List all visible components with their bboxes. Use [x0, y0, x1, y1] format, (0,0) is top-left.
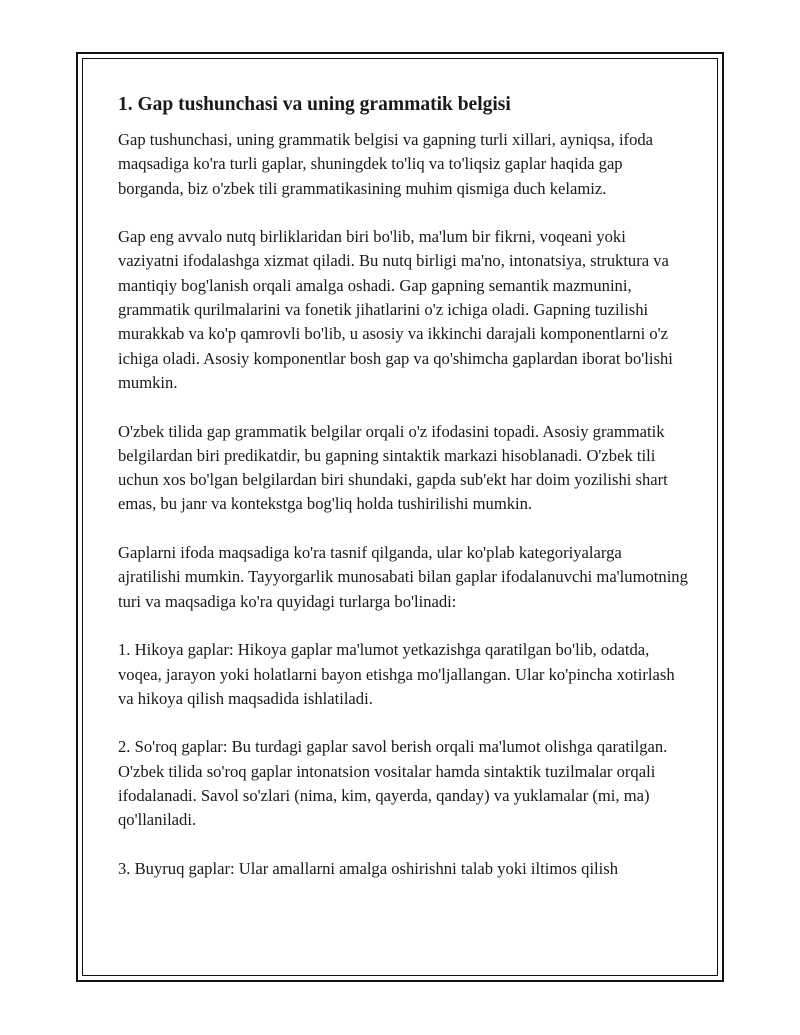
- list-item-interrogative: 2. So'roq gaplar: Bu turdagi gaplar savol berish orqali ma'lumot olishga qaratilgan. O'zbek tilida so'roq gaplar intonatsion vositalar hamda sintaktik tuzilmalar orqali ifodalanadi. Savol so'zlari (nima, kim, qayerda, qanday) va yuklamalar (mi, ma) qo'llaniladi.: [118, 737, 668, 830]
- paragraph-definition: Gap eng avvalo nutq birliklaridan biri bo'lib, ma'lum bir fikrni, voqeani yoki vaziyatni ifodalashga xizmat qiladi. Bu nutq birligi ma'no, intonatsiya, struktura va mantiqiy bog'lanish orqali amalga oshadi. Gap gapning semantik mazmunini, grammatik qurilmalarini va fonetik jihatlarini o'z ichiga oladi. Gapning tuzilishi murakkab va ko'p qamrovli bo'lib, u asosiy va ikkinchi darajali komponentlarni o'z ichiga oladi. Asosiy komponentlar bosh gap va qo'shimcha gaplardan iborat bo'lishi mumkin.: [118, 227, 673, 392]
- section-title: 1. Gap tushunchasi va uning grammatik belgisi: [118, 94, 511, 115]
- paragraph-intro: Gap tushunchasi, uning grammatik belgisi va gapning turli xillari, ayniqsa, ifoda maqsadiga ko'ra turli gaplar, shuningdek to'liq va to'liqsiz gaplar haqida gap borganda, biz o'zbek tili grammatikasining muhim qismiga duch kelamiz.: [118, 130, 654, 198]
- document-body: [118, 92, 688, 906]
- paragraph-classification: Gaplarni ifoda maqsadiga ko'ra tasnif qilganda, ular ko'plab kategoriyalarga ajratilishi mumkin. Tayyorgarlik munosabati bilan gaplar ifodalanuvchi ma'lumotning turi va maqsadiga ko'ra quyidagi turlarga bo'linadi:: [118, 543, 688, 611]
- list-item-imperative: 3. Buyruq gaplar: Ular amallarni amalga oshirishni talab yoki iltimos qilish: [118, 858, 619, 878]
- paragraph-grammatical-features: O'zbek tilida gap grammatik belgilar orqali o'z ifodasini topadi. Asosiy grammatik belgilardan biri predikatdir, bu gapning sintaktik markazi hisoblanadi. O'zbek tili uchun xos bo'lgan belgilardan biri shundaki, gapda sub'ekt har doim yozilishi shart emas, bu janr va kontekstga bog'liq holda tushirilishi mumkin.: [118, 421, 668, 514]
- list-item-narrative: 1. Hikoya gaplar: Hikoya gaplar ma'lumot yetkazishga qaratilgan bo'lib, odatda, voqea, jarayon yoki holatlarni bayon etishga mo'ljallangan. Ular ko'pincha xotirlash va hikoya qilish maqsadida ishlatiladi.: [118, 640, 675, 708]
